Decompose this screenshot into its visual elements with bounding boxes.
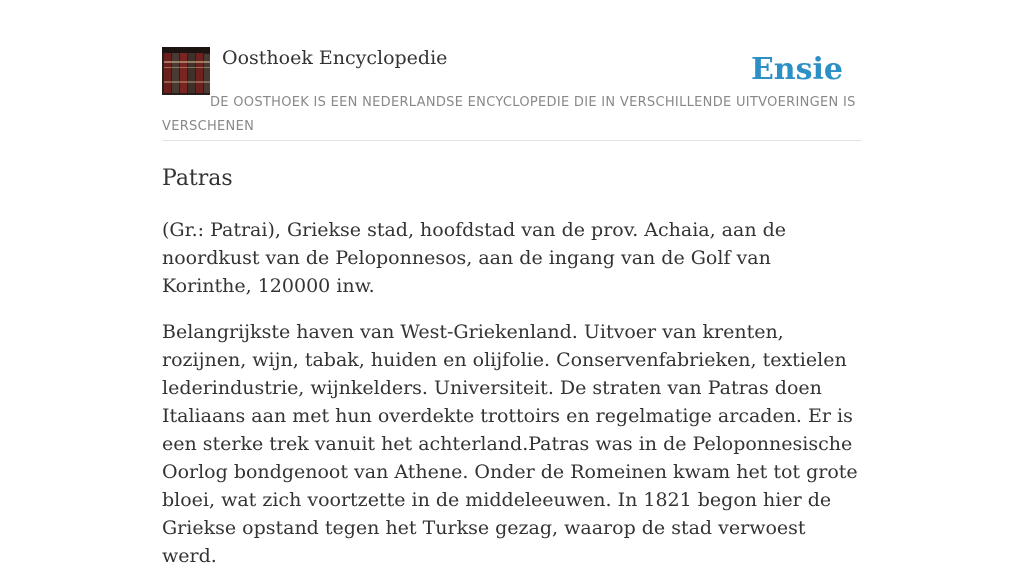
article [162, 160, 862, 570]
site-tagline [162, 91, 862, 139]
encyclopedia-books-icon[interactable] [162, 47, 210, 95]
site-title[interactable]: Oosthoek Encyclopedie [222, 47, 448, 69]
brand-logo[interactable]: Ensie [750, 52, 843, 87]
article-title: Patras [162, 166, 233, 191]
article-paragraph: Belangrijkste haven van West-Griekenland. Uitvoer van krenten, rozijnen, wijn, tabak, huiden en olijfolie. Conservenfabrieken, textielen lederindustrie, wijnkelders. Universiteit. De straten van Patras doen Italiaans aan met hun overdekte trottoirs en regelmatige arcaden. Er is een sterke trek vanuit het achterland.Patras was in de Peloponnesische Oorlog bondgenoot van Athene. Onder de Romeinen kwam het tot grote bloei, wat zich voortzette in de middeleeuwen. In 1821 begon hier de Griekse opstand tegen het Turkse gezag, waarop de stad verwoest werd. [162, 321, 858, 567]
site-tagline-text: DE OOSTHOEK IS EEN NEDERLANDSE ENCYCLOPEDIE DIE IN VERSCHILLENDE UITVOERINGEN IS VERSCHENEN [162, 95, 856, 134]
header [162, 46, 862, 141]
article-paragraph: (Gr.: Patrai), Griekse stad, hoofdstad van de prov. Achaia, aan de noordkust van de Peloponnesos, aan de ingang van de Golf van Korinthe, 120000 inw. [162, 219, 787, 297]
